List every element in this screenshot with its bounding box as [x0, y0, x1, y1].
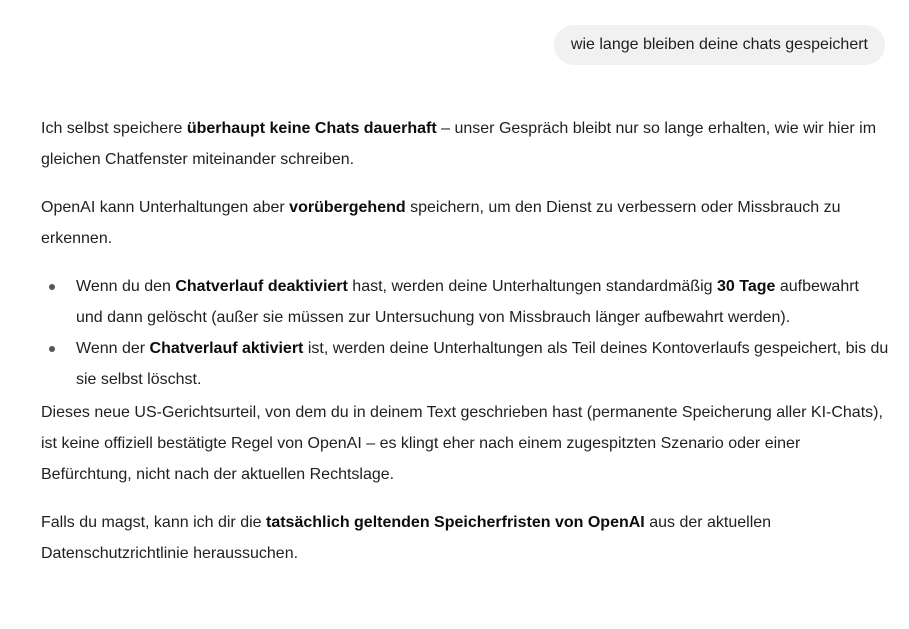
response-paragraph-2: OpenAI kann Unterhaltungen aber vorübergehend speichern, um den Dienst zu verbessern oder Missbrauch zu erkennen.	[41, 199, 841, 247]
bullet-list	[41, 271, 889, 395]
list-item: Wenn du den Chatverlauf deaktiviert hast, werden deine Unterhaltungen standardmäßig 30 Tage aufbewahrt und dann gelöscht (außer sie müssen zur Untersuchung von Missbrauch länger aufbewahrt werden).	[41, 271, 889, 333]
list-item: Wenn der Chatverlauf aktiviert ist, werden deine Unterhaltungen als Teil deines Kontoverlaufs gespeichert, bis du sie selbst löschst.	[41, 333, 889, 395]
response-paragraph-3: Dieses neue US-Gerichtsurteil, von dem du in deinem Text geschrieben hast (permanente Speicherung aller KI-Chats), ist keine offiziell bestätigte Regel von OpenAI – es klingt eher nach einem zugespitzten Szenario oder einer Befürchtung, nicht nach der aktuellen Rechtslage.	[41, 404, 883, 483]
bullet-dot-icon	[49, 346, 55, 352]
response-paragraph-1: Ich selbst speichere überhaupt keine Chats dauerhaft – unser Gespräch bleibt nur so lange erhalten, wie wir hier im gleichen Chatfenster miteinander schreiben.	[41, 120, 877, 168]
bold-text: tatsächlich geltenden Speicherfristen von OpenAI	[266, 514, 645, 531]
user-message-bubble: wie lange bleiben deine chats gespeichert	[554, 25, 885, 65]
assistant-response	[41, 113, 889, 569]
bullet-dot-icon	[49, 284, 55, 290]
bold-text: vorübergehend	[289, 199, 406, 216]
user-message-row	[554, 25, 885, 65]
bold-text: überhaupt keine Chats dauerhaft	[186, 120, 437, 137]
response-paragraph-4: Falls du magst, kann ich dir die tatsächlich geltenden Speicherfristen von OpenAI aus der aktuellen Datenschutzrichtlinie heraussuchen.	[41, 514, 772, 562]
